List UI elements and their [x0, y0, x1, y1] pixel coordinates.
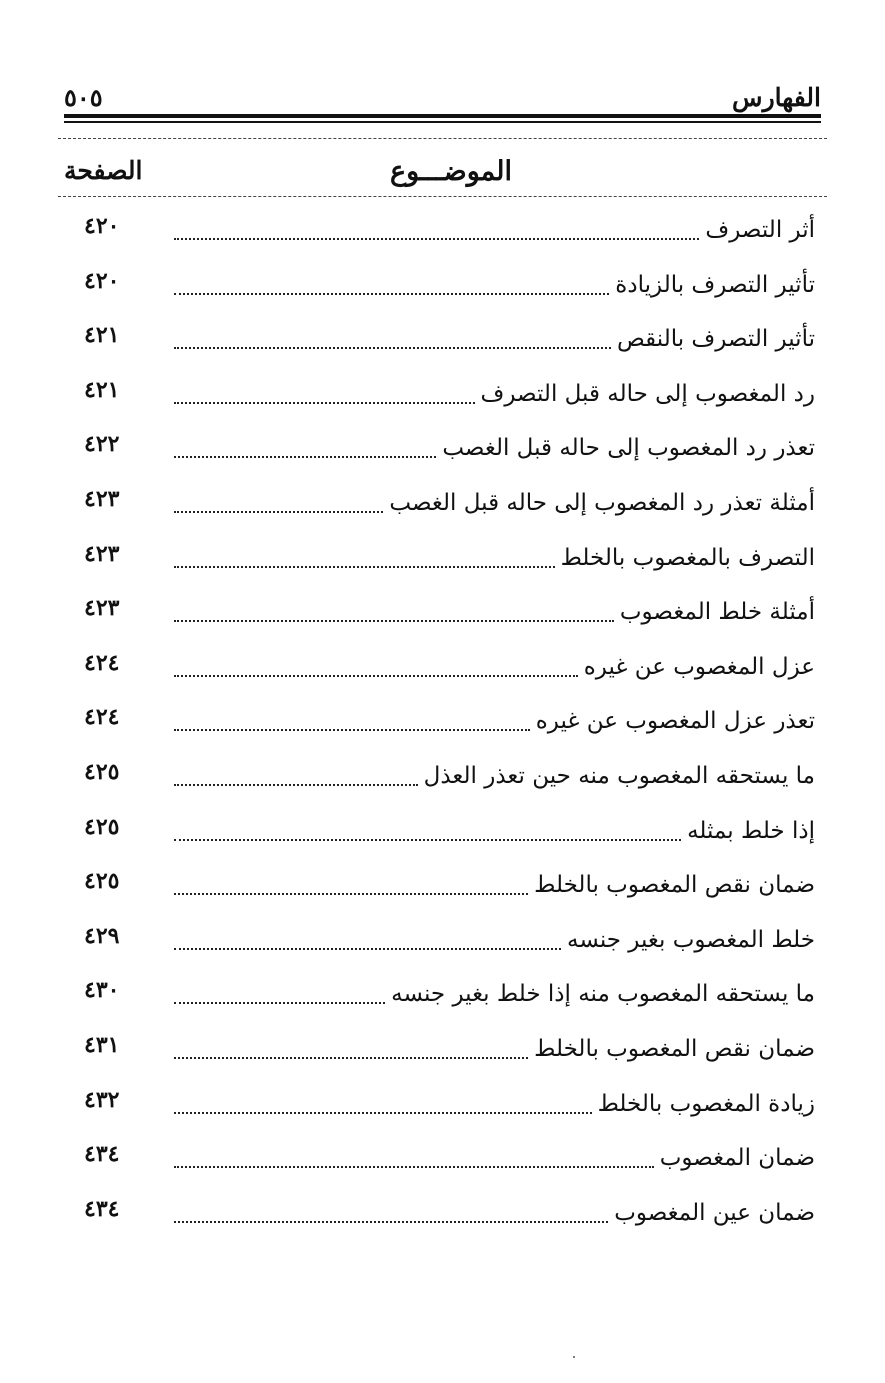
entry-label: عزل المغصوب عن غيره: [583, 653, 815, 680]
index-entry: [64, 425, 821, 480]
header-page-number: ٥٠٥: [64, 83, 103, 112]
index-entry: [64, 698, 821, 753]
dotted-leader: [174, 783, 418, 786]
entry-label: تعذر رد المغصوب إلى حاله قبل الغصب: [442, 435, 815, 462]
index-entry: [64, 917, 821, 972]
entry-page-number: ٤٣٢: [84, 1086, 120, 1113]
index-entry: [64, 753, 821, 808]
index-entry: [64, 1135, 821, 1190]
entry-leader: [174, 979, 815, 1009]
entry-label: ضمان عين المغصوب: [614, 1199, 815, 1226]
entry-leader: [174, 324, 815, 354]
entry-leader: [174, 1034, 815, 1064]
entry-page-number: ٤٣٤: [84, 1141, 120, 1168]
entry-label: ضمان المغصوب: [659, 1145, 815, 1172]
dotted-leader: [174, 947, 561, 950]
entry-page-number: ٤٢٤: [84, 649, 120, 676]
entry-label: أمثلة تعذر رد المغصوب إلى حاله قبل الغصب: [389, 489, 815, 516]
dotted-leader: [174, 401, 475, 404]
entry-leader: [174, 1198, 815, 1228]
entry-page-number: ٤٢٥: [84, 813, 120, 840]
index-entry: [64, 1026, 821, 1081]
index-entry: [64, 535, 821, 590]
entry-page-number: ٤٢٥: [84, 758, 120, 785]
running-header: [64, 70, 821, 110]
dotted-leader: [174, 292, 609, 295]
entry-label: تعذر عزل المغصوب عن غيره: [535, 708, 815, 735]
dotted-leader: [174, 619, 614, 622]
index-entry: [64, 207, 821, 262]
entry-page-number: ٤٢٣: [84, 485, 120, 512]
entry-label: ما يستحقه المغصوب منه حين تعذر العذل: [423, 762, 815, 789]
entry-label: تأثير التصرف بالزيادة: [615, 271, 815, 298]
entry-page-number: ٤٢٣: [84, 595, 120, 622]
entry-label: أثر التصرف: [705, 217, 815, 243]
entry-leader: [174, 215, 815, 245]
entry-leader: [174, 543, 815, 573]
entry-label: ما يستحقه المغصوب منه إذا خلط بغير جنسه: [391, 981, 815, 1008]
entry-label: تأثير التصرف بالنقص: [616, 326, 815, 353]
entry-leader: [174, 1089, 815, 1119]
index-entry: [64, 644, 821, 699]
entry-leader: [174, 488, 815, 518]
dotted-leader: [174, 1056, 528, 1059]
index-entry: [64, 262, 821, 317]
entry-page-number: ٤٢٣: [84, 540, 120, 567]
entry-page-number: ٤٢٠: [84, 267, 120, 294]
entry-page-number: ٤٣٤: [84, 1195, 120, 1222]
entry-leader: [174, 1143, 815, 1173]
index-entry: [64, 971, 821, 1026]
index-entry: [64, 862, 821, 917]
entry-page-number: ٤٢١: [84, 322, 120, 349]
page-speck: [573, 1356, 575, 1358]
entry-page-number: ٤٢٥: [84, 868, 120, 895]
entry-leader: [174, 761, 815, 791]
dashed-divider-bottom: [58, 196, 827, 197]
dotted-leader: [174, 510, 383, 513]
index-entry: [64, 1190, 821, 1245]
entry-label: ضمان نقص المغصوب بالخلط: [534, 872, 815, 899]
dotted-leader: [174, 1165, 654, 1168]
dotted-leader: [174, 674, 578, 677]
entry-page-number: ٤٣٠: [84, 977, 120, 1004]
entry-leader: [174, 597, 815, 627]
dotted-leader: [174, 728, 530, 731]
index-entry: [64, 589, 821, 644]
entry-page-number: ٤٢٢: [84, 431, 120, 458]
entry-page-number: ٤٣١: [84, 1031, 120, 1058]
dotted-leader: [174, 1001, 385, 1004]
entry-label: إذا خلط بمثله: [687, 817, 815, 844]
entry-label: خلط المغصوب بغير جنسه: [566, 926, 815, 953]
entry-leader: [174, 270, 815, 300]
header-rule-thick: [64, 114, 821, 118]
dotted-leader: [174, 838, 681, 841]
header-title: الفهارس: [732, 83, 821, 112]
dotted-leader: [174, 455, 436, 458]
index-entry: [64, 316, 821, 371]
column-header-page: الصفحة: [64, 156, 143, 185]
dotted-leader: [174, 892, 528, 895]
index-entry: [64, 1081, 821, 1136]
entry-page-number: ٤٢٤: [84, 704, 120, 731]
entry-leader: [174, 433, 815, 463]
entry-label: زيادة المغصوب بالخلط: [597, 1090, 815, 1117]
index-entry: [64, 371, 821, 426]
header-rule-thin: [64, 121, 821, 123]
entry-label: أمثلة خلط المغصوب: [619, 599, 815, 626]
entry-leader: [174, 652, 815, 682]
entry-leader: [174, 816, 815, 846]
entry-label: رد المغصوب إلى حاله قبل التصرف: [480, 380, 815, 407]
dotted-leader: [174, 1220, 608, 1223]
entry-leader: [174, 870, 815, 900]
index-entries-list: [64, 207, 821, 1244]
entry-leader: [174, 925, 815, 955]
entry-leader: [174, 379, 815, 409]
entry-label: التصرف بالمغصوب بالخلط: [560, 544, 815, 571]
entry-page-number: ٤٢٩: [84, 922, 120, 949]
dotted-leader: [174, 565, 555, 568]
dotted-leader: [174, 346, 611, 349]
index-entry: [64, 480, 821, 535]
entry-page-number: ٤٢١: [84, 376, 120, 403]
dotted-leader: [174, 237, 699, 240]
dashed-divider-top: [58, 138, 827, 139]
dotted-leader: [174, 1111, 592, 1114]
entry-leader: [174, 706, 815, 736]
column-headers: [64, 150, 821, 196]
column-header-topic: الموضـــوع: [389, 156, 512, 187]
entry-label: ضمان نقص المغصوب بالخلط: [534, 1035, 815, 1062]
index-entry: [64, 808, 821, 863]
entry-page-number: ٤٢٠: [84, 213, 120, 239]
